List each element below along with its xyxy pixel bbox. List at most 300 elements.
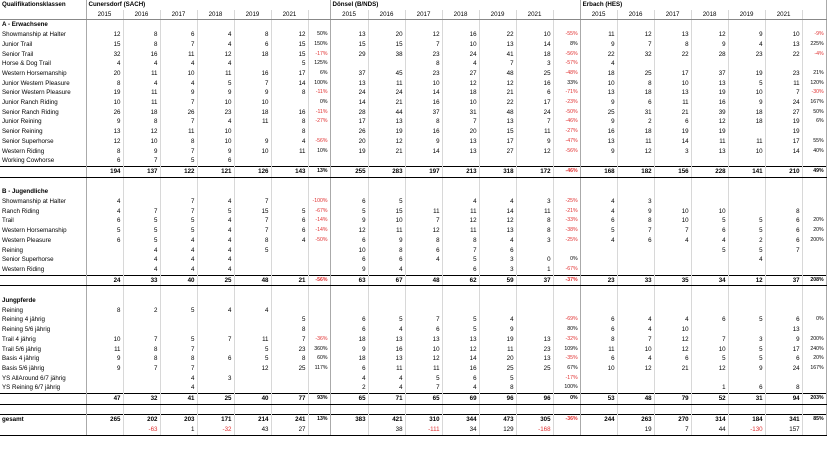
total-value: 32 [123,394,160,405]
value-cell: 18 [617,88,654,98]
value-cell: 5 [442,325,479,335]
empty-cell [765,187,802,197]
value-cell: 4 [368,325,405,335]
spacer-cell [234,404,271,415]
value-cell: 6 [330,315,368,325]
total-value: 53 [580,394,617,405]
value-cell [234,374,271,384]
row-label: Junior Reining [0,117,86,127]
change-cell: -30% [802,88,826,98]
value-cell: 6 [580,315,617,325]
value-cell: 21 [654,364,691,374]
value-cell [442,156,479,166]
change-cell [802,374,826,384]
spacer-cell [479,177,516,187]
value-cell: 8 [160,137,197,147]
value-cell: 4 [691,236,728,246]
empty-cell [691,20,728,30]
value-cell: 5 [123,236,160,246]
value-cell: 305 [516,415,553,425]
value-cell: 8 [271,127,308,137]
total-value: 194 [86,166,123,177]
value-cell: 2 [617,117,654,127]
value-cell: 13 [691,79,728,89]
value-cell: 22 [654,50,691,60]
value-cell: 6 [330,325,368,335]
empty-cell [728,296,765,306]
value-cell [271,265,308,275]
value-cell: 8 [442,236,479,246]
value-cell: 6 [765,354,802,364]
value-cell: 16 [405,98,442,108]
value-cell: 19 [86,88,123,98]
total-change: 208% [802,275,826,286]
value-cell: 202 [123,415,160,425]
total-value: 25 [197,275,234,286]
value-cell: 3 [516,236,553,246]
value-cell [405,197,442,207]
value-cell: 10 [580,364,617,374]
value-cell: 39 [691,108,728,118]
change-cell: -17% [308,50,330,60]
value-cell: 11 [368,364,405,374]
change-cell: -36% [308,335,330,345]
value-cell: 8 [580,335,617,345]
spacer-cell [442,177,479,187]
value-cell: 7 [234,197,271,207]
total-value: 48 [234,275,271,286]
total-value: 23 [580,275,617,286]
value-cell [728,156,765,166]
row-label: Senior Western Pleasure [0,88,86,98]
value-cell [580,383,617,393]
value-cell: 5 [691,354,728,364]
value-cell: 13 [479,117,516,127]
value-cell [617,374,654,384]
value-cell [271,383,308,393]
value-cell: 17 [479,137,516,147]
value-cell: 19 [765,117,802,127]
value-cell [479,156,516,166]
value-cell: 11 [86,345,123,355]
value-cell [405,156,442,166]
spacer-cell [405,177,442,187]
value-cell: 9 [728,30,765,40]
value-cell: 13 [479,226,516,236]
spacer-cell [160,286,197,296]
value-cell: 5 [728,216,765,226]
empty-cell [442,296,479,306]
value-cell: 7 [160,40,197,50]
value-cell: 4 [197,246,234,256]
value-cell: 10 [234,98,271,108]
value-cell: 4 [580,197,617,207]
value-cell: 9 [580,147,617,157]
value-cell: 26 [86,108,123,118]
value-cell: 23 [405,69,442,79]
value-cell: 14 [271,79,308,89]
value-cell: 473 [479,415,516,425]
value-cell: 6 [197,354,234,364]
value-cell [123,325,160,335]
empty-cell [405,296,442,306]
difference-value [553,425,580,435]
value-cell: 9 [234,88,271,98]
spacer-cell [330,404,368,415]
value-cell: 25 [516,69,553,79]
value-cell: 12 [368,137,405,147]
value-cell: 5 [234,345,271,355]
value-cell: 4 [197,306,234,316]
value-cell [580,156,617,166]
value-cell: 7 [123,364,160,374]
value-cell: 4 [728,255,765,265]
value-cell: 0 [516,255,553,265]
value-cell: 12 [691,364,728,374]
empty-cell [234,187,271,197]
value-cell: 10 [691,345,728,355]
value-cell: 9 [330,216,368,226]
value-cell: 9 [368,236,405,246]
value-cell: 9 [479,325,516,335]
value-cell [728,374,765,384]
value-cell: 5 [271,315,308,325]
empty-cell [234,20,271,30]
value-cell: 13 [368,335,405,345]
spacer-cell [368,286,405,296]
spacer-cell [654,404,691,415]
empty-cell [765,20,802,30]
value-cell: 7 [160,98,197,108]
change-cell [802,246,826,256]
value-cell: 12 [234,364,271,374]
value-cell: 4 [654,236,691,246]
value-cell: 8 [271,88,308,98]
difference-value: 19 [617,425,654,435]
value-cell: 11 [160,50,197,60]
value-cell: 6 [580,354,617,364]
value-cell: 12 [123,127,160,137]
difference-value [86,425,123,435]
row-label: Senior Superhorse [0,137,86,147]
table-row [0,197,826,207]
value-cell: 7 [442,117,479,127]
value-cell: 21 [479,88,516,98]
year-header: 2017 [654,10,691,20]
value-cell: 13 [330,30,368,40]
grand-total-row [0,415,826,425]
value-cell: 14 [516,40,553,50]
value-cell [234,59,271,69]
value-cell: 8 [271,325,308,335]
value-cell: 14 [654,137,691,147]
year-header: 2018 [442,10,479,20]
value-cell: 3 [516,197,553,207]
value-cell: 12 [442,345,479,355]
section-total-row [0,394,826,405]
change-cell [553,306,580,316]
value-cell [479,306,516,316]
value-cell: 17 [765,137,802,147]
value-cell: 6 [271,216,308,226]
value-cell: 11 [160,127,197,137]
value-cell: 10 [654,216,691,226]
value-cell: 5 [197,207,234,217]
total-value: 94 [765,394,802,405]
empty-cell [654,187,691,197]
section-title-row [0,187,826,197]
value-cell: 9 [330,265,368,275]
spacer-cell [802,404,826,415]
value-cell [516,306,553,316]
value-cell [617,255,654,265]
year-header: 2019 [728,10,765,20]
change-cell: 200% [802,236,826,246]
year-header: 2017 [160,10,197,20]
empty-cell [368,296,405,306]
spacer-cell [368,177,405,187]
value-cell [728,197,765,207]
value-cell: 241 [271,415,308,425]
value-cell [580,246,617,256]
row-label: YS Reining 6/7 jährig [0,383,86,393]
spacer-cell [479,286,516,296]
change-cell [802,265,826,275]
change-cell: -25% [553,197,580,207]
spacer-cell [516,177,553,187]
table-row [0,216,826,226]
value-cell: 11 [442,226,479,236]
value-cell: 7 [234,79,271,89]
table-row [0,137,826,147]
empty-cell [123,296,160,306]
difference-value: 38 [368,425,405,435]
year-header: 2017 [405,10,442,20]
spacer-cell [479,404,516,415]
difference-value: 43 [234,425,271,435]
value-cell: 8 [765,383,802,393]
difference-value: 34 [442,425,479,435]
value-cell: 2 [123,306,160,316]
value-cell: 5 [160,335,197,345]
change-cell [308,325,330,335]
spacer-cell [368,404,405,415]
value-cell [516,246,553,256]
change-cell: -4% [802,50,826,60]
value-cell: 16 [123,50,160,60]
spacer-cell [802,286,826,296]
value-cell: 44 [368,108,405,118]
value-cell: 11 [123,88,160,98]
spacer-cell [197,286,234,296]
value-cell [617,306,654,316]
spacer-cell [728,177,765,187]
value-cell: 12 [479,216,516,226]
change-cell: -14% [308,226,330,236]
value-cell: 6 [617,98,654,108]
value-cell: 15 [479,127,516,137]
total-value: 96 [516,394,553,405]
row-label: Showmanship at Halter [0,30,86,40]
value-cell: 14 [442,354,479,364]
value-cell: 5 [728,354,765,364]
value-cell [516,156,553,166]
change-cell: -69% [553,315,580,325]
value-cell: 6 [330,236,368,246]
value-cell [271,156,308,166]
value-cell: 6 [580,325,617,335]
spacer-cell [580,286,617,296]
value-cell: 19 [654,127,691,137]
value-cell: 16 [271,108,308,118]
value-cell: 31 [617,108,654,118]
empty-cell [691,187,728,197]
value-cell: 24 [765,98,802,108]
value-cell: 12 [617,364,654,374]
value-cell: 48 [479,69,516,79]
total-label [0,166,86,177]
value-cell: 10 [234,147,271,157]
value-cell [654,383,691,393]
value-cell: 5 [442,315,479,325]
value-cell: 23 [197,108,234,118]
change-cell [308,246,330,256]
value-cell [691,265,728,275]
value-cell: 4 [197,59,234,69]
empty-cell [271,187,308,197]
value-cell: 9 [691,40,728,50]
column-header-group: Erbach (HES) [580,0,826,10]
change-cell: 20% [802,354,826,364]
value-cell: 6 [765,226,802,236]
total-value: 156 [654,166,691,177]
change-cell: -25% [553,236,580,246]
value-cell: 11 [479,345,516,355]
difference-value [802,425,826,435]
change-cell: 0% [802,315,826,325]
change-cell [802,197,826,207]
change-cell [802,383,826,393]
empty-cell [479,296,516,306]
change-cell [308,156,330,166]
total-value: 137 [123,166,160,177]
year-header: 2016 [368,10,405,20]
total-change: 203% [802,394,826,405]
value-cell: 11 [271,147,308,157]
value-cell: 25 [479,364,516,374]
value-cell: 4 [160,246,197,256]
value-cell: 4 [123,246,160,256]
change-cell: 33% [553,79,580,89]
value-cell: 4 [197,197,234,207]
value-cell [580,255,617,265]
year-header: 2021 [516,10,553,20]
table-row [0,315,826,325]
section-title: A - Erwachsene [0,20,86,30]
spacer-cell [802,177,826,187]
value-cell: 5 [442,255,479,265]
value-cell: 5 [728,79,765,89]
value-cell: 16 [234,69,271,79]
empty-cell [308,296,330,306]
spacer-cell [442,286,479,296]
change-cell: 117% [308,364,330,374]
value-cell: 4 [160,265,197,275]
value-cell: 9 [86,117,123,127]
value-cell: 5 [728,345,765,355]
change-cell: 21% [802,69,826,79]
value-cell: 4 [368,374,405,384]
table-row [0,98,826,108]
spacer-cell [271,286,308,296]
empty-cell [728,20,765,30]
value-cell: 13 [765,325,802,335]
value-cell: 4 [123,265,160,275]
value-cell: 5 [405,374,442,384]
value-cell: 5 [691,246,728,256]
empty-cell [330,187,368,197]
value-cell: 10 [86,335,123,345]
value-cell: 8 [617,79,654,89]
value-cell: 4 [160,255,197,265]
value-cell: 20 [368,30,405,40]
row-label: Western Horsemanship [0,226,86,236]
value-cell: 21 [368,147,405,157]
change-cell: -17% [553,374,580,384]
change-cell: 150% [308,40,330,50]
section-title-row [0,20,826,30]
value-cell: 6 [330,364,368,374]
value-cell: 310 [405,415,442,425]
value-cell: 5 [123,216,160,226]
spacer-cell [86,404,123,415]
value-cell: 10 [617,345,654,355]
value-cell: 5 [160,306,197,316]
value-cell [765,255,802,265]
spacer-cell [405,404,442,415]
difference-value: 1 [160,425,197,435]
value-cell: 15 [368,40,405,50]
value-cell [368,156,405,166]
table-row [0,59,826,69]
value-cell: 10 [86,98,123,108]
value-cell: 4 [123,59,160,69]
change-cell [802,156,826,166]
spacer-cell [405,286,442,296]
value-cell: 344 [442,415,479,425]
value-cell [234,383,271,393]
value-cell [160,315,197,325]
value-cell: 421 [368,415,405,425]
value-cell: 19 [691,127,728,137]
total-value: 63 [330,275,368,286]
value-cell [728,325,765,335]
value-cell: 4 [160,374,197,384]
value-cell: 4 [405,255,442,265]
value-cell: 19 [765,127,802,137]
value-cell: 214 [234,415,271,425]
spacer-cell [271,404,308,415]
value-cell: 6 [442,374,479,384]
value-cell: 4 [617,325,654,335]
value-cell: 16 [368,345,405,355]
total-value: 213 [442,166,479,177]
value-cell: 5 [197,79,234,89]
change-cell: -27% [308,117,330,127]
header-row [0,0,826,10]
change-cell: -56% [308,137,330,147]
value-cell: 9 [86,354,123,364]
